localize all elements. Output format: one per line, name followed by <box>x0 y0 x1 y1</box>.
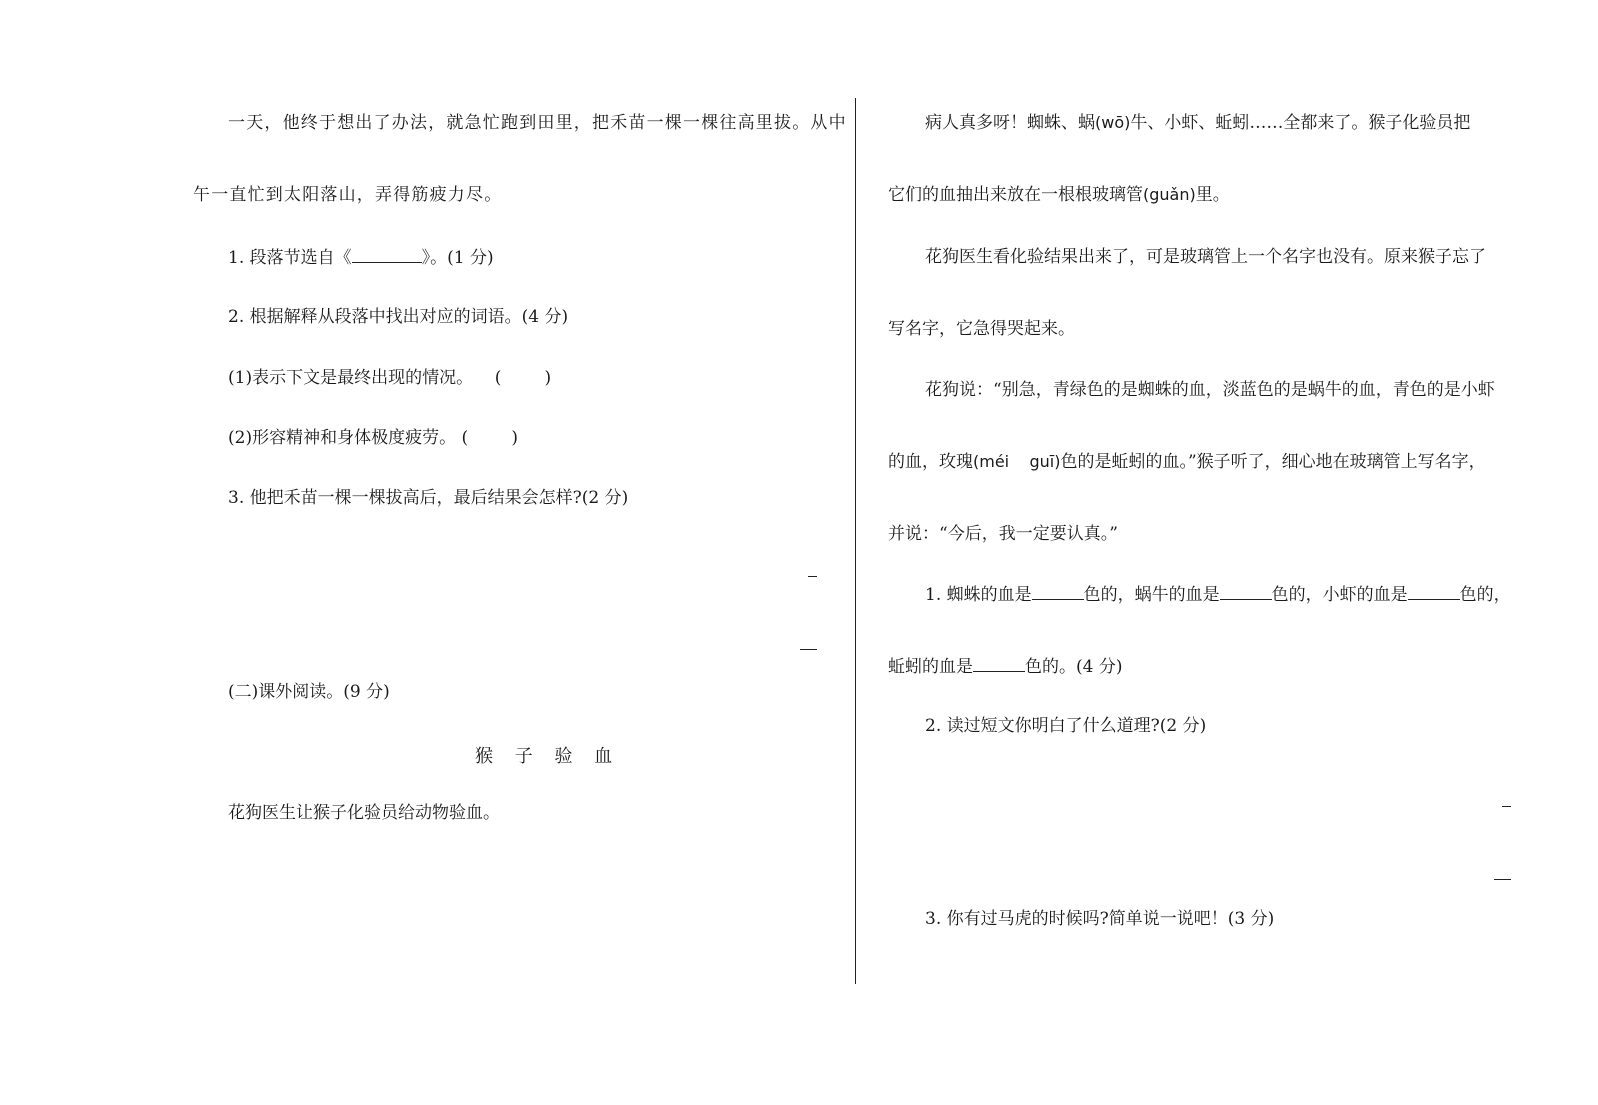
text: 病人真多呀！蜘蛛、蜗 <box>925 113 1095 133</box>
story-title: 猴 子 验 血 <box>475 746 621 767</box>
right-question-1-line-2 <box>888 655 1122 678</box>
answer-line[interactable] <box>1494 879 1511 880</box>
text: 色的，小虾的血是 <box>1271 585 1408 605</box>
column-divider <box>855 98 856 984</box>
story-paragraph-3-line-2 <box>888 451 1486 473</box>
answer-line[interactable] <box>808 576 817 577</box>
text: 它们的血抽出来放在一根根玻璃管 <box>888 185 1143 205</box>
text: 牛、小虾、蚯蚓……全都来了。猴子化验员把 <box>1130 113 1471 133</box>
answer-blank[interactable] <box>1032 583 1084 600</box>
pinyin: (méi guī) <box>973 452 1061 471</box>
text: 里。 <box>1195 185 1230 205</box>
right-question-3: 3. 你有过马虎的时候吗?简单说一说吧！(3 分) <box>925 909 1275 929</box>
question-2-item-1: (1)表示下文是最终出现的情况。 ( ) <box>228 368 552 388</box>
right-question-2: 2. 读过短文你明白了什么道理?(2 分) <box>925 716 1207 736</box>
answer-blank[interactable] <box>973 655 1025 672</box>
text: 色的，蜗牛的血是 <box>1083 585 1220 605</box>
story-paragraph-3-line-3: 并说：“今后，我一定要认真。” <box>888 524 1118 544</box>
text: 的血，玫瑰 <box>888 452 973 472</box>
pinyin: (wō) <box>1095 113 1131 132</box>
text: 色的是蚯蚓的血。”猴子听了，细心地在玻璃管上写名字， <box>1060 452 1486 472</box>
text: 1. 蜘蛛的血是 <box>925 585 1032 605</box>
text: 色的。(4 分) <box>1025 657 1123 677</box>
answer-line[interactable] <box>800 649 817 650</box>
story-line-2: 午一直忙到太阳落山，弄得筋疲力尽。 <box>193 185 503 205</box>
question-1-suffix: 》。(1 分) <box>421 248 494 268</box>
story-paragraph-1-line-2 <box>888 184 1230 206</box>
text: 蚯蚓的血是 <box>888 657 973 677</box>
story-paragraph-2-line-2: 写名字，它急得哭起来。 <box>888 319 1075 339</box>
question-2: 2. 根据解释从段落中找出对应的词语。(4 分) <box>228 307 569 327</box>
story-paragraph-2-line-1: 花狗医生看化验结果出来了，可是玻璃管上一个名字也没有。原来猴子忘了 <box>925 247 1486 267</box>
story-paragraph-1-line-1 <box>925 112 1470 134</box>
story-line-1: 一天，他终于想出了办法，就急忙跑到田里，把禾苗一棵一棵往高里拔。从中 <box>228 113 847 133</box>
story-paragraph-3-line-1: 花狗说：“别急，青绿色的是蜘蛛的血，淡蓝色的是蜗牛的血，青色的是小虾 <box>925 380 1495 400</box>
answer-blank[interactable] <box>352 246 422 263</box>
question-1 <box>228 246 494 269</box>
question-3: 3. 他把禾苗一棵一棵拔高后，最后结果会怎样?(2 分) <box>228 488 629 508</box>
right-question-1-line-1 <box>925 583 1511 606</box>
answer-line[interactable] <box>1502 806 1511 807</box>
story-first-line: 花狗医生让猴子化验员给动物验血。 <box>228 803 500 823</box>
answer-blank[interactable] <box>1220 583 1272 600</box>
answer-blank[interactable] <box>1408 583 1460 600</box>
question-1-prefix: 1. 段落节选自《 <box>228 248 352 268</box>
question-2-item-2: (2)形容精神和身体极度疲劳。 ( ) <box>228 428 518 448</box>
pinyin: (guǎn) <box>1143 185 1196 204</box>
section-2-heading: (二)课外阅读。(9 分) <box>228 682 390 702</box>
text: 色的， <box>1459 585 1511 605</box>
